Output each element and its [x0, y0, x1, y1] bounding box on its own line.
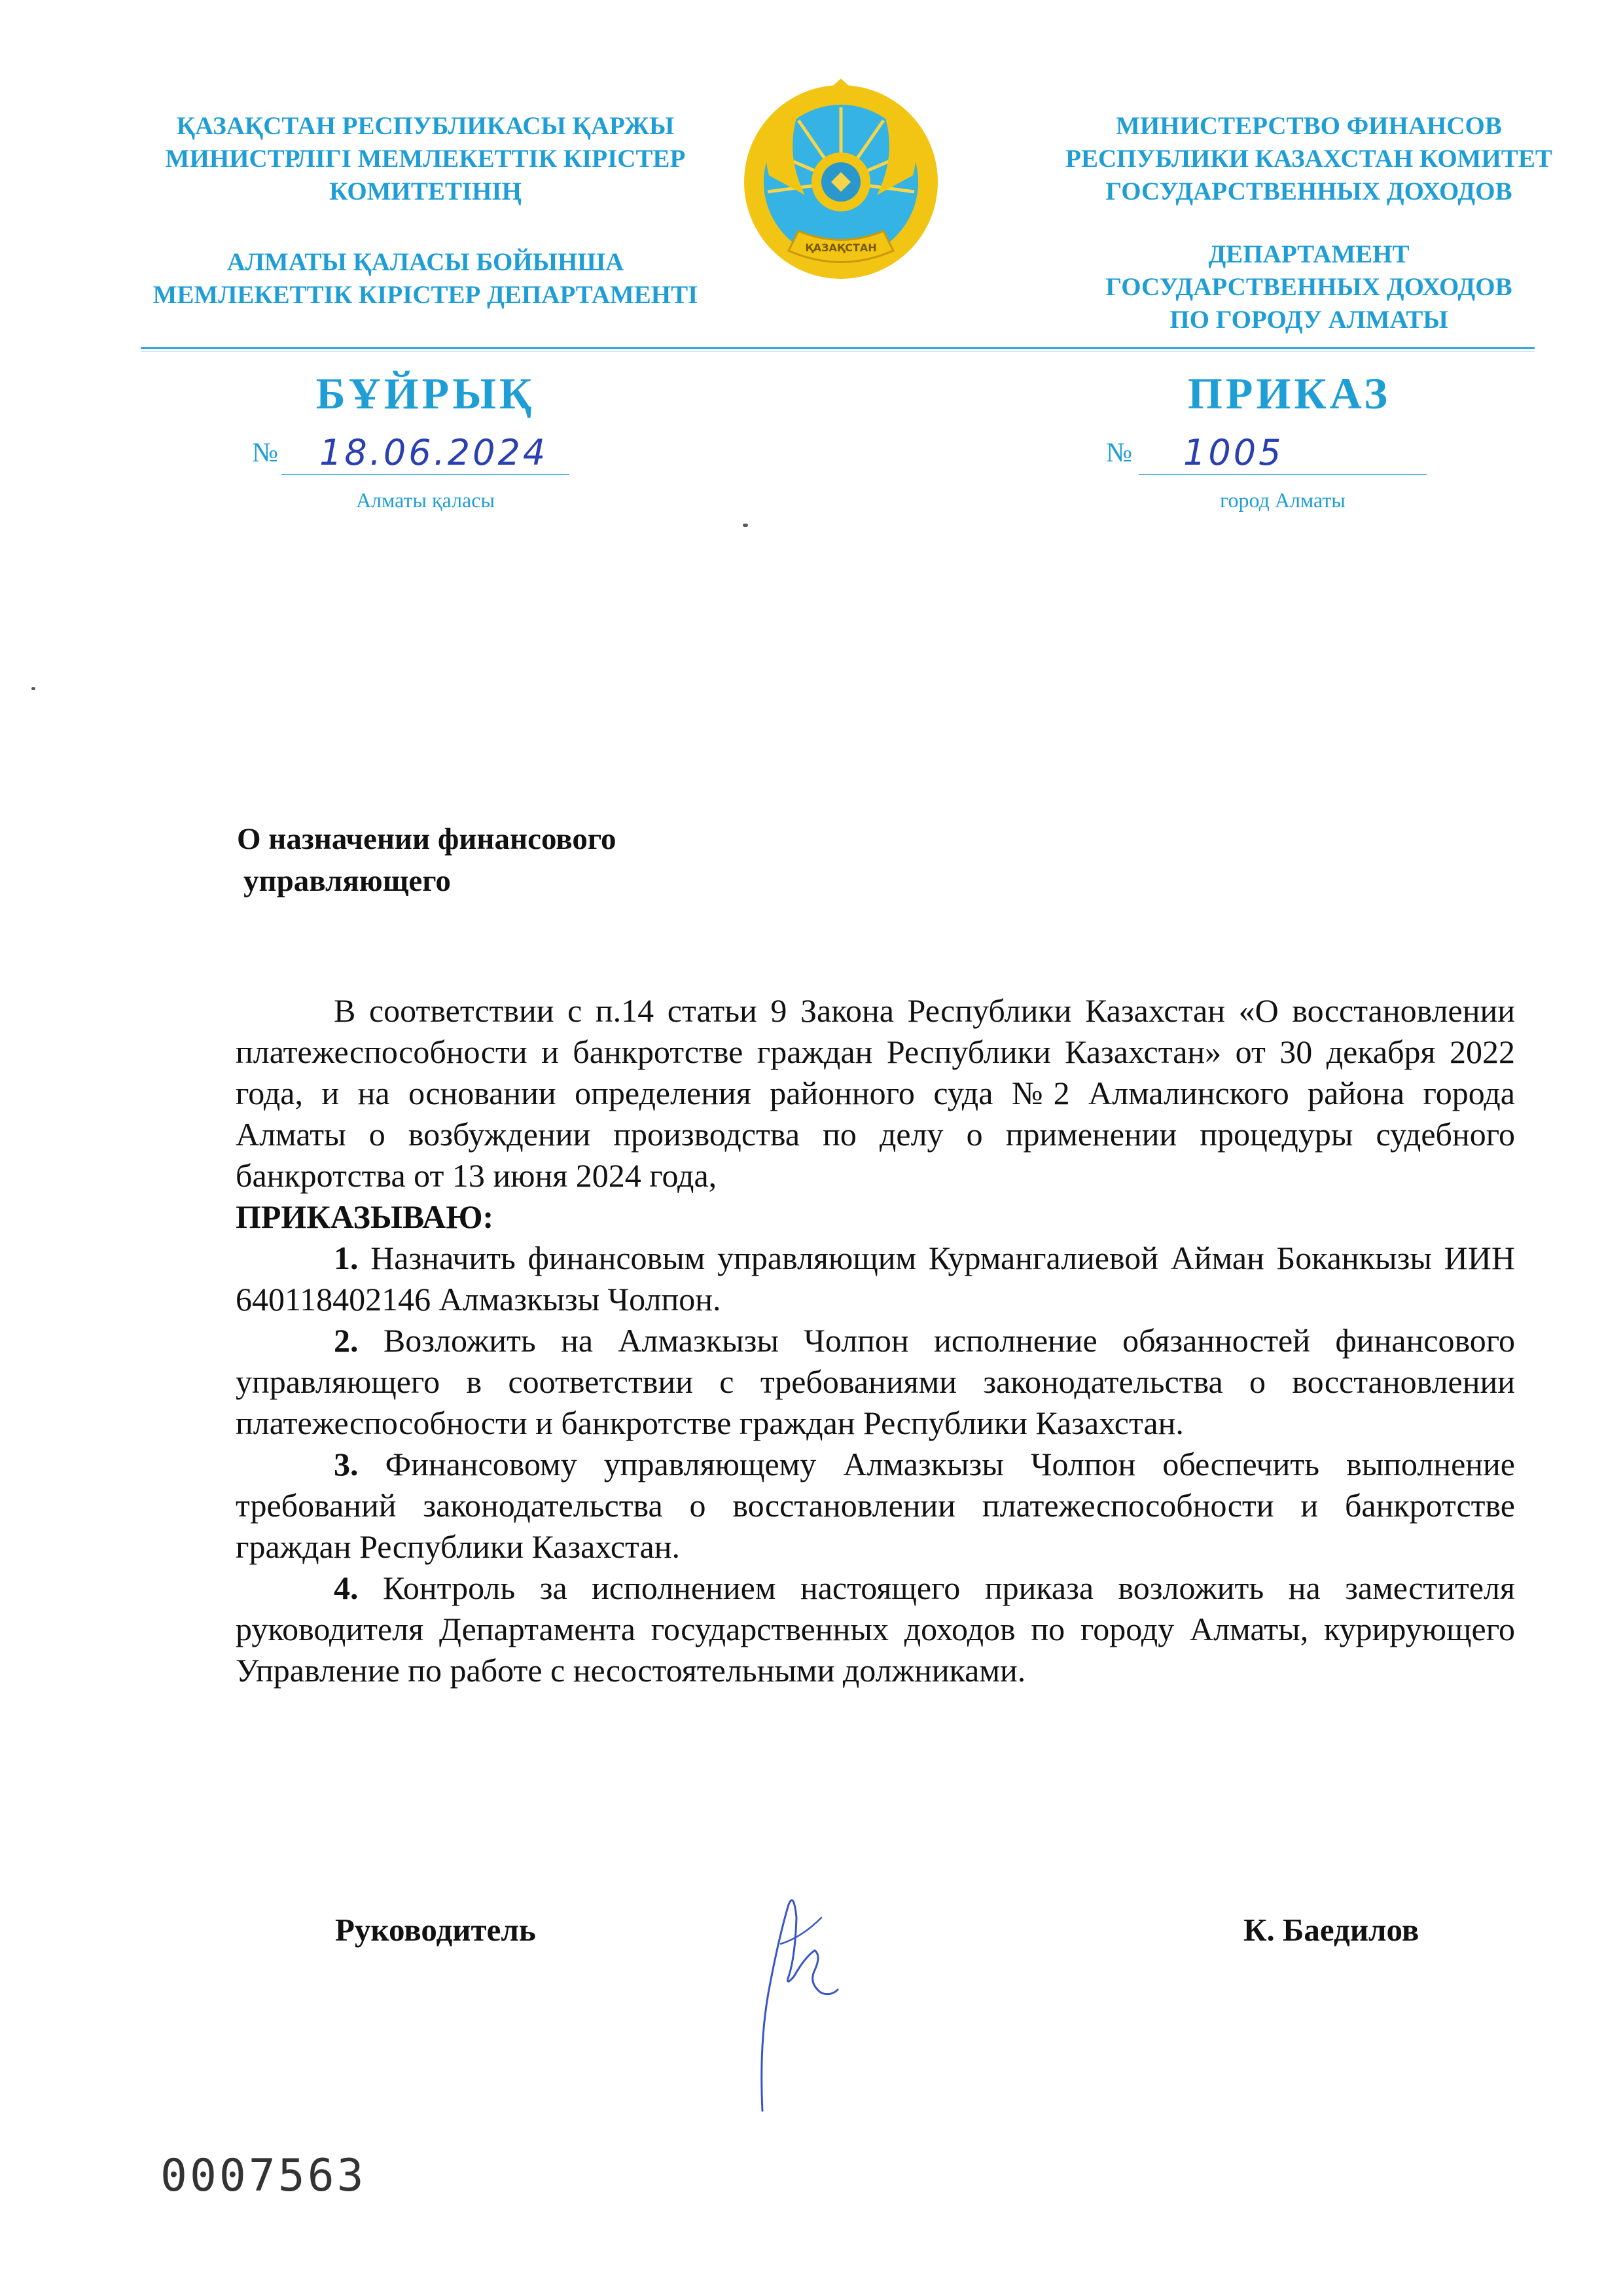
decree-word: ПРИКАЗЫВАЮ:	[236, 1198, 494, 1235]
handwritten-date: 18.06.2024	[319, 432, 548, 473]
signer-name: К. Баедилов	[1243, 1912, 1419, 1948]
header-kz-line2: МИНИСТРЛІГІ МЕМЛЕКЕТТІК КІРІСТЕР	[165, 145, 686, 173]
number-sign-right: №	[1106, 438, 1133, 468]
item-text: Финансовому управляющему Алмазкызы Чолпон обеспечить выполнение требований законодательства о восстановлении платежеспособности и банкротстве граждан Республики Казахстан.	[236, 1446, 1515, 1565]
header-kz-line5: МЕМЛЕКЕТТІК КІРІСТЕР ДЕПАРТАМЕНТІ	[152, 281, 698, 309]
signer-position: Руководитель	[335, 1912, 536, 1948]
header-ru-line4: ДЕПАРТАМЕНТ	[1208, 240, 1410, 268]
scan-speck	[31, 687, 35, 690]
serial-number: 0007563	[160, 2150, 366, 2202]
header-divider	[141, 347, 1535, 349]
header-kz-line4: АЛМАТЫ ҚАЛАСЫ БОЙЫНША	[226, 248, 624, 276]
document-subject	[237, 818, 616, 902]
header-ru-line6: ПО ГОРОДУ АЛМАТЫ	[1169, 306, 1448, 334]
order-title-kz: БҰЙРЫҚ	[315, 368, 535, 418]
list-item	[236, 1568, 1515, 1691]
header-ru-line5: ГОСУДАРСТВЕННЫХ ДОХОДОВ	[1105, 273, 1512, 301]
item-text: Назначить финансовым управляющим Курмангалиевой Айман Боканкызы ИИН 640118402146 Алмазкызы Чолпон.	[236, 1240, 1515, 1318]
subject-line1: О назначении финансового	[237, 822, 616, 856]
item-text: Контроль за исполнением настоящего приказа возложить на заместителя руководителя Департамента государственных доходов по городу Алматы, курирующего Управление по работе с несостоятельными должниками.	[236, 1570, 1515, 1689]
date-underline	[281, 474, 569, 475]
item-number: 2.	[334, 1322, 359, 1359]
number-sign-left: №	[252, 438, 279, 468]
order-title-ru: ПРИКАЗ	[1188, 368, 1391, 418]
scan-speck	[743, 524, 748, 527]
preamble-paragraph: В соответствии с п.14 статьи 9 Закона Республики Казахстан «О восстановлении платежеспособности и банкротстве граждан Республики Казахстан» от 30 декабря 2022 года, и на основании определения районного суда №2 Алмалинского района города Алматы о возбуждении производства по делу о применении процедуры судебного банкротства от 13 июня 2024 года,	[236, 992, 1515, 1194]
item-number: 3.	[334, 1446, 359, 1482]
list-item	[236, 1320, 1515, 1444]
header-ru-line1: МИНИСТЕРСТВО ФИНАНСОВ	[1116, 112, 1502, 140]
handwritten-number: 1005	[1183, 432, 1284, 473]
city-ru: город Алматы	[1220, 488, 1346, 512]
header-ru-line3: ГОСУДАРСТВЕННЫХ ДОХОДОВ	[1105, 177, 1512, 206]
header-kz	[131, 110, 720, 312]
emblem-label: ҚАЗАҚСТАН	[805, 242, 877, 254]
item-text: Возложить на Алмазкызы Чолпон исполнение обязанностей финансового управляющего в соответствии с требованиями законодательства о восстановлении платежеспособности и банкротстве граждан Республики Казахстан.	[236, 1322, 1515, 1441]
city-kz: Алматы қаласы	[356, 488, 495, 512]
subject-line2: управляющего	[243, 864, 451, 898]
header-kz-line1: ҚАЗАҚСТАН РЕСПУБЛИКАСЫ ҚАРЖЫ	[176, 112, 675, 140]
item-number: 4.	[334, 1570, 359, 1606]
list-item	[236, 1238, 1515, 1320]
state-emblem-icon	[743, 77, 939, 293]
header-ru	[1008, 110, 1610, 336]
header-ru-line2: РЕСПУБЛИКИ КАЗАХСТАН КОМИТЕТ	[1065, 145, 1552, 173]
item-number: 1.	[334, 1240, 359, 1276]
handwritten-signature-icon	[723, 1878, 867, 2114]
header-kz-line3: КОМИТЕТІНІҢ	[329, 177, 522, 206]
document-body	[236, 990, 1515, 1691]
list-item	[236, 1444, 1515, 1568]
number-underline	[1139, 474, 1427, 475]
